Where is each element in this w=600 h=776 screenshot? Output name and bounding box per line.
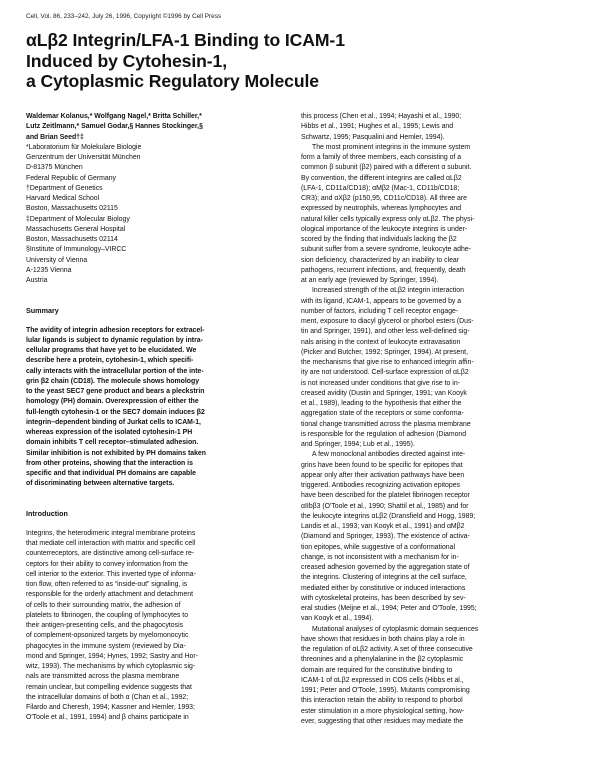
body-line: is not increased under conditions that give rise to in- — [301, 379, 460, 387]
affiliation-line: University of Vienna — [26, 256, 88, 264]
body-paragraph-2 — [301, 143, 578, 287]
body-line: have been described for the platelet fibrinogen receptor — [301, 492, 470, 500]
body-line: (Diamond and Springer, 1993). The existence of activa- — [301, 533, 470, 541]
intro-line: platelets to fibrinogen, the coupling of lymphocytes to — [26, 611, 189, 619]
affiliation-line: †Department of Genetics — [26, 184, 103, 192]
affiliations — [26, 143, 272, 287]
summary-line: of discriminating between alternative targets. — [26, 480, 175, 488]
body-line: CR3); and αXβ2 (p150,95, CD11c/CD18). All three are — [301, 195, 467, 202]
affiliation-line: Harvard Medical School — [26, 195, 100, 202]
summary-line: homology (PH) domain. Overexpression of either the — [26, 398, 199, 406]
body-line: pathogens, recurrent infections, and, frequently, death — [301, 266, 466, 274]
summary-line: The avidity of integrin adhesion receptors for extracel- — [26, 326, 205, 334]
body-paragraph-3 — [301, 286, 578, 450]
author-line: Lutz Zeitlmann,* Samuel Godar,§ Hannes Stockinger,§ — [26, 123, 203, 131]
intro-line: Filardo and Cheresh, 1994; Kassner and Hemler, 1993; — [26, 704, 195, 711]
body-line: ICAM-1 of αLβ2 expressed in COS cells (Hibbs et al., — [301, 676, 464, 684]
intro-line: phagocytes in the immune system (reviewed by Dia- — [26, 642, 186, 650]
body-line: the leukocyte integrins αLβ2 (Dransfield and Hogg, 1989; — [301, 512, 476, 520]
body-line: aggregation state of the receptors or some conforma- — [301, 410, 464, 418]
body-line: tional change transmitted across the plasma membrane — [301, 420, 471, 428]
affiliation-line: §Institute of Immunology–VIRCC — [26, 246, 127, 254]
journal-citation: Cell, Vol. 86, 233–242, July 26, 1996, Copyright ©1996 by Cell Press — [26, 13, 222, 20]
summary-line: to the yeast SEC7 gene product and bears a pleckstrin — [26, 388, 205, 395]
body-line: creased adhesion governed by the aggregation state of — [301, 564, 470, 571]
body-line: creased avidity (Dustin and Springer, 1991; van Kooyk — [301, 389, 467, 397]
intro-line: counterreceptors, are distinctive among cell-surface re- — [26, 550, 195, 558]
body-line: number of factors, including T cell receptor engage- — [301, 307, 459, 315]
affiliation-line: A-1235 Vienna — [26, 266, 72, 274]
summary-line: grin β2 chain (CD18). The molecule shows homology — [26, 377, 200, 385]
intro-line: O'Toole et al., 1991, 1994) and β chains participate in — [26, 714, 189, 722]
intro-line: tion flow, often referred to as “inside-out” signaling, is — [26, 581, 188, 588]
body-line: tin and Springer, 1991), and other less well-defined sig- — [301, 328, 470, 336]
body-line: threonines and a phenylalanine in the β2 cytoplasmic — [301, 656, 464, 664]
title-line: αLβ2 Integrin/LFA-1 Binding to ICAM-1 — [26, 30, 345, 50]
body-line: 1991; Peter and O'Toole, 1995). Mutants compromising — [301, 687, 470, 694]
body-line: et al., 1989), leading to the hypothesis that either the — [301, 400, 462, 407]
body-line: (Picker and Butcher, 1992; Springer, 1994). At present, — [301, 348, 469, 356]
intro-line: responsible for the orderly attachment and detachment — [26, 591, 194, 599]
author-line: Waldemar Kolanus,* Wolfgang Nagel,* Britta Schiller,* — [26, 113, 202, 120]
body-line: appear only after their activation pathways have been — [301, 471, 465, 479]
summary-line: integrin–dependent binding of Jurkat cells to ICAM-1, — [26, 418, 201, 426]
body-line: Hibbs et al., 1991; Hughes et al., 1995; Lewis and — [301, 123, 454, 131]
body-line: is responsible for the regulation of adhesion (Diamond — [301, 430, 467, 438]
intro-line: of complement-opsonized targets by myelomonocytic — [26, 632, 189, 640]
affiliation-line: *Laboratorium für Molekulare Biologie — [26, 143, 142, 151]
body-line: Landis et al., 1993; van Kooyk et al., 1991) and αMβ2 — [301, 523, 465, 530]
body-line: the mechanisms that give rise to enhanced integrin affin- — [301, 359, 474, 366]
introduction-paragraph — [26, 529, 272, 724]
body-line: this interaction retain the ability to respond to phorbol — [301, 697, 463, 705]
body-line: have shown that residues in both chains play a role in — [301, 635, 465, 643]
body-line: this process (Chen et al., 1994; Hayashi et al., 1990; — [301, 113, 462, 120]
summary-heading: Summary — [26, 306, 59, 316]
body-line: ment, exposure to diacyl glycerol or phorbol esters (Dus- — [301, 318, 474, 325]
intro-line: the intracellular domains of both α (Chan et al., 1992; — [26, 693, 189, 701]
body-line: with its ligand, ICAM-1, appears to be governed by a — [301, 297, 462, 305]
body-line: A few monoclonal antibodies directed against inte- — [312, 451, 466, 459]
affiliation-line: Federal Republic of Germany — [26, 174, 117, 182]
body-line: van Kooyk et al., 1994). — [301, 615, 374, 623]
affiliation-line: Austria — [26, 277, 48, 284]
body-line: and Springer, 1994; Lub et al., 1995). — [301, 441, 415, 448]
body-line: mediated either by constitutive or induced interactions — [301, 584, 466, 592]
right-column — [301, 112, 578, 727]
author-list — [26, 112, 272, 143]
body-line: the integrins. Clustering of integrins at the cell surface, — [301, 574, 467, 582]
body-line: nals arising in the context of leukocyte extravasation — [301, 338, 461, 346]
summary-line: Similar inhibition is not exhibited by PH domains taken — [26, 449, 206, 457]
intro-line: of cells to their surrounding matrix, the adhesion of — [26, 601, 181, 609]
body-line: with cytoskeletal proteins, has been described by sev- — [301, 594, 466, 602]
intro-line: nals are transmitted across the plasma membrane — [26, 673, 180, 681]
affiliation-line: Boston, Massachusetts 02114 — [26, 236, 118, 243]
body-line: common β subunit (β2) paired with a different α subunit. — [301, 164, 472, 172]
intro-line: cell interior to the exterior. This inverted type of informa- — [26, 570, 196, 578]
article-title — [26, 30, 426, 92]
body-line: Mutational analyses of cytoplasmic domain sequences — [312, 625, 479, 633]
title-line: a Cytoplasmic Regulatory Molecule — [26, 71, 319, 91]
summary-line: cally interacts with the intracellular portion of the inte- — [26, 367, 204, 375]
body-paragraph-4 — [301, 450, 578, 624]
body-line: Schwartz, 1995; Pasqualini and Hemler, 1994). — [301, 133, 445, 141]
body-paragraph-5 — [301, 625, 578, 728]
body-line: sion deficiency, characterized by an inability to clear — [301, 256, 460, 264]
summary-line: whereas expression of the isolated cytohesin-1 PH — [26, 429, 193, 436]
intro-line: ceptors for their ability to convey information from the — [26, 560, 189, 568]
body-line: By convention, the different integrins are called αLβ2 — [301, 174, 462, 182]
body-line: tion epitopes, while suggestive of a conformational — [301, 543, 455, 551]
intro-line: remain unclear, but compelling evidence suggests that — [26, 683, 192, 691]
body-line: subunit suffer from a severe syndrome, leukocyte adhe- — [301, 246, 471, 254]
body-line: at an early age (reviewed by Springer, 1994). — [301, 277, 439, 284]
body-line: ester stimulation in a more physiological setting, how- — [301, 707, 465, 715]
body-line: Increased strength of the αLβ2 integrin interaction — [312, 287, 464, 295]
affiliation-line: Massachusetts General Hospital — [26, 225, 126, 233]
introduction-heading: Introduction — [26, 508, 68, 518]
affiliation-line: ‡Department of Molecular Biology — [26, 215, 130, 223]
body-line: ity are not understood. Cell-surface expression of αLβ2 — [301, 369, 469, 377]
author-line: and Brian Seed†‡ — [26, 133, 84, 141]
summary-line: from other proteins, showing that the interaction is — [26, 459, 193, 467]
body-line: The most prominent integrins in the immune system — [312, 143, 471, 151]
summary-abstract — [26, 326, 272, 490]
intro-line: their antigen-presenting cells, and the phagocytosis — [26, 622, 184, 629]
affiliation-line: D-81375 München — [26, 164, 83, 172]
body-line: scored by the finding that individuals lacking the β2 — [301, 236, 457, 243]
body-line: (LFA-1, CD11a/CD18); αMβ2 (Mac-1, CD11b/CD18; — [301, 184, 460, 192]
summary-line: full-length cytohesin-1 or the SEC7 domain induces β2 — [26, 408, 205, 416]
body-line: change, is not inconsistent with a mechanism for in- — [301, 553, 459, 561]
body-line: αIIbβ3 (O'Toole et al., 1990; Shattil et al., 1985) and for — [301, 502, 469, 510]
intro-line: that mediate cell interaction with matrix and specific cell — [26, 540, 196, 547]
intro-line: Integrins, the heterodimeric integral membrane proteins — [26, 529, 196, 537]
body-line: the regulation of αLβ2 activity. A set of three consecutive — [301, 646, 473, 653]
left-column — [26, 112, 272, 724]
body-line: natural killer cells typically express only αLβ2. The physi- — [301, 215, 475, 223]
body-line: eral studies (Meijne et al., 1994; Peter and O'Toole, 1995; — [301, 605, 477, 612]
summary-line: lular ligands is subject to dynamic regulation by intra- — [26, 336, 203, 344]
intro-line: mond and Springer, 1994; Hynes, 1992; Sastry and Hor- — [26, 652, 198, 660]
intro-line: witz, 1993). The mechanisms by which cytoplasmic sig- — [26, 663, 196, 670]
affiliation-line: Boston, Massachusetts 02115 — [26, 205, 118, 213]
affiliation-line: Genzentrum der Universität München — [26, 154, 141, 161]
summary-line: specific and that individual PH domains are capable — [26, 470, 197, 477]
body-line: form a family of three members, each consisting of a — [301, 154, 462, 161]
summary-line: describe here a protein, cytohesin-1, which specifi- — [26, 357, 194, 365]
body-line: triggered. Antibodies recognizing activation epitopes — [301, 482, 460, 489]
body-line: domain are required for the constitutive binding to — [301, 666, 453, 674]
body-line: ological importance of the leukocyte integrins is under- — [301, 225, 468, 233]
summary-line: domain inhibits T cell receptor–stimulated adhesion. — [26, 439, 199, 447]
body-paragraph-1 — [301, 112, 578, 143]
summary-line: cellular programs that have yet to be elucidated. We — [26, 347, 197, 354]
body-line: expressed by neutrophils, whereas lymphocytes and — [301, 205, 462, 213]
title-line: Induced by Cytohesin-1, — [26, 50, 228, 71]
body-line: ever, suggesting that other residues may mediate the — [301, 717, 464, 725]
body-line: grins have been found to be specific for epitopes that — [301, 461, 463, 469]
